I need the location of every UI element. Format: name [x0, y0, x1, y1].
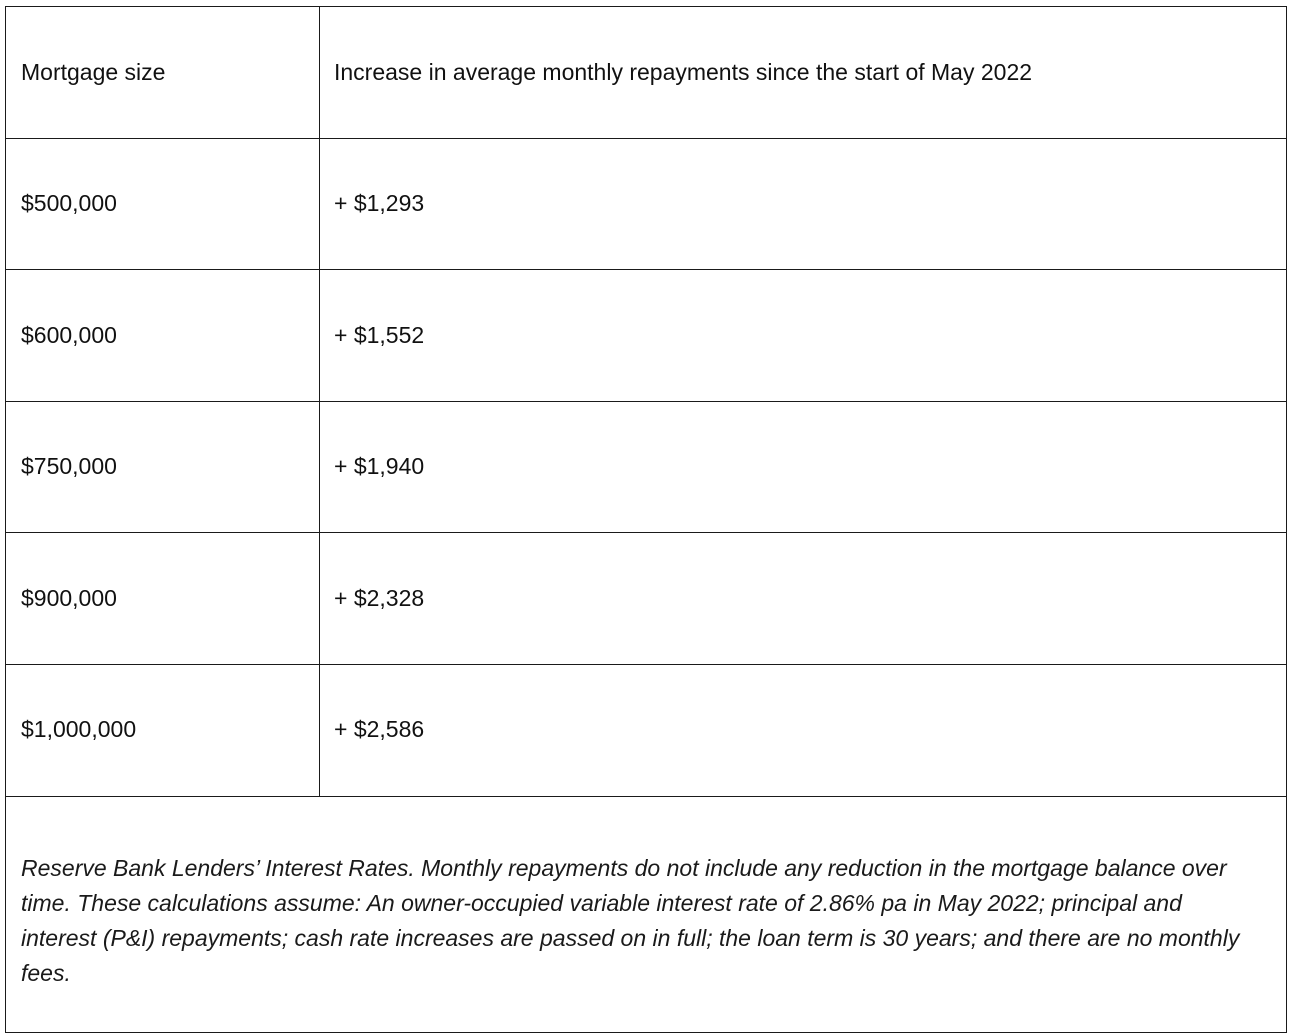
table-header-row — [6, 7, 1287, 139]
increase-cell: + $1,293 — [320, 138, 1287, 270]
repayments-table — [5, 6, 1287, 1033]
table-row — [6, 533, 1287, 665]
increase-cell: + $2,586 — [320, 664, 1287, 796]
increase-cell: + $2,328 — [320, 533, 1287, 665]
header-increase: Increase in average monthly repayments since the start of May 2022 — [320, 7, 1287, 139]
mortgage-size-cell: $1,000,000 — [6, 664, 320, 796]
mortgage-size-cell: $500,000 — [6, 138, 320, 270]
mortgage-size-cell: $900,000 — [6, 533, 320, 665]
mortgage-size-cell: $750,000 — [6, 401, 320, 533]
increase-cell: + $1,552 — [320, 270, 1287, 402]
table-note-row — [6, 796, 1287, 1032]
table-row — [6, 401, 1287, 533]
table-row — [6, 138, 1287, 270]
table-row — [6, 270, 1287, 402]
table-row — [6, 664, 1287, 796]
header-mortgage-size: Mortgage size — [6, 7, 320, 139]
mortgage-size-cell: $600,000 — [6, 270, 320, 402]
repayments-table-container — [5, 6, 1287, 1032]
table-footnote: Reserve Bank Lenders’ Interest Rates. Monthly repayments do not include any reduction in the mortgage balance over time. These calculations assume: An owner-occupied variable interest rate of 2.86% pa in May 2022; principal and interest (P&I) repayments; cash rate increases are passed on in full; the loan term is 30 years; and there are no monthly fees. — [6, 796, 1287, 1032]
increase-cell: + $1,940 — [320, 401, 1287, 533]
